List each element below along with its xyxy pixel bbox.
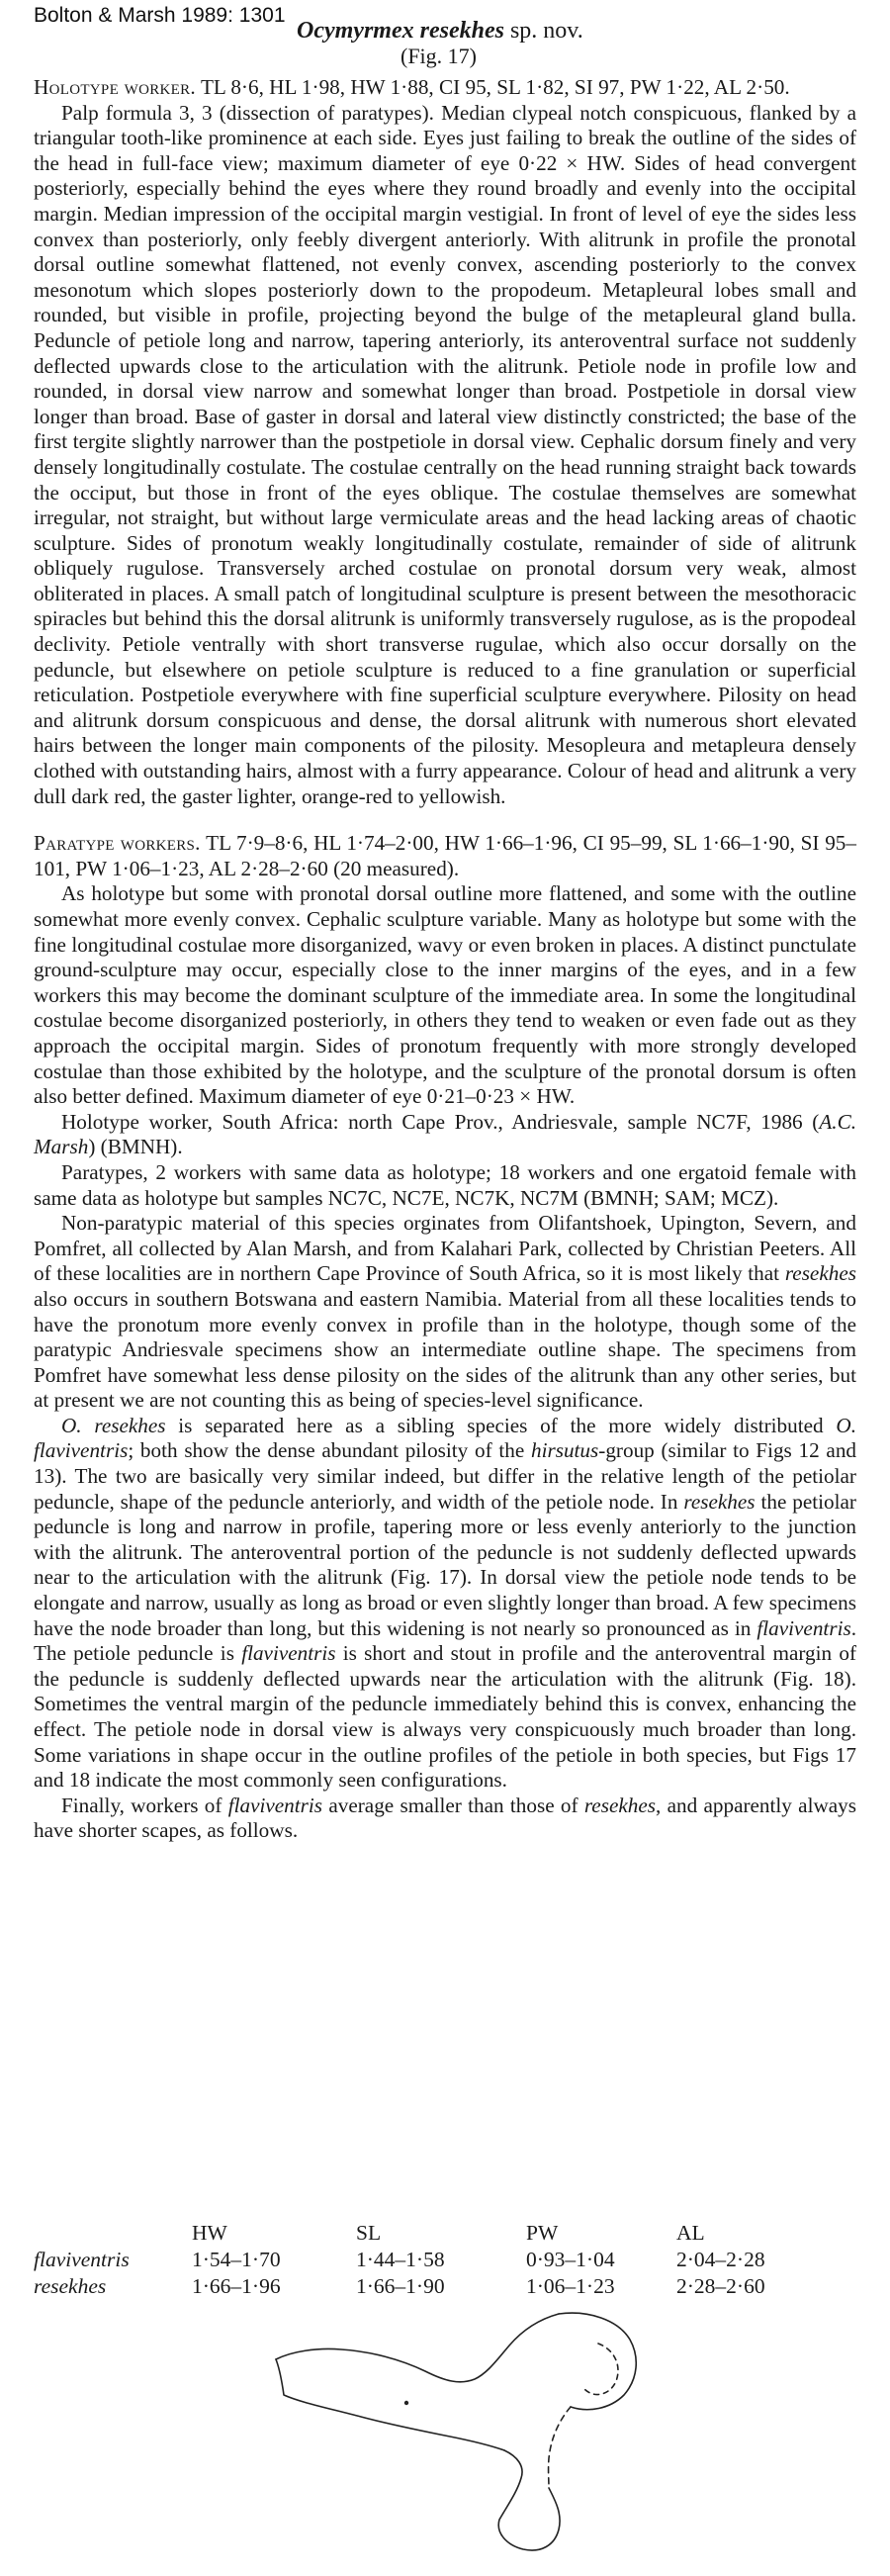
article-body [34,75,856,1844]
holotype-data: Holotype worker, South Africa: north Cape Prov., Andriesvale, sample NC7F, 1986 (A.C. Marsh) (BMNH). [34,1109,856,1159]
articulation-dashed [549,2407,571,2488]
table-cell: 1·06–1·23 [526,2274,615,2298]
petiole-peduncle-outline [276,2314,559,2382]
measurement-table [34,2221,856,2301]
table-cell: 1·54–1·70 [192,2248,281,2271]
spiracle-dot [404,2401,408,2405]
holotype-measurements: TL 8·6, HL 1·98, HW 1·88, CI 95, SL 1·82, SI 97, PW 1·22, AL 2·50. [196,75,790,99]
table-cell: 1·66–1·90 [356,2274,445,2298]
figure-reference: (Fig. 17) [400,44,477,68]
spiracle-dashed [584,2344,618,2395]
holotype-heading: Holotype worker. [34,75,197,99]
species-name: Ocymyrmex resekhes [297,18,504,44]
table-cell: 2·04–2·28 [676,2248,765,2271]
collector-name: A.C. Marsh [34,1109,856,1159]
finally-paragraph: Finally, workers of flaviventris average smaller than those of resekhes, and apparently always have shorter scapes, as follows. [34,1793,857,1843]
petiole-node-outline [498,2450,560,2550]
table-header-cell: AL [676,2221,705,2245]
petiole-ventral-outline [276,2359,504,2450]
table-cell: 1·66–1·96 [192,2274,281,2298]
table-cell: 2·28–2·60 [676,2274,765,2298]
holotype-description: Palp formula 3, 3 (dissection of paratypes). Median clypeal notch conspicuous, flanked by a triangular tooth-like prominence at each side. Eyes just failing to break the outline of the sides of the head in full-face view; maximum diameter of eye 0·22 × HW. Sides of head convergent posteriorly, especially behind the eyes where they round broadly and evenly into the occipital margin. Median impression of the occipital margin vestigial. In front of level of eye the sides less convex than posteriorly, only feebly divergent anteriorly. With alitrunk in profile the pronotal dorsal outline somewhat flattened, not evenly convex, ascending posteriorly to the convex mesonotum which slopes posteriorly down to the propodeum. Metapleural lobes small and rounded, but visible in profile, projecting beyond the bulge of the metapleural gland bulla. Peduncle of petiole long and narrow, tapering anteriorly, its anteroventral surface not suddenly deflected upwards close to the articulation with the alitrunk. Petiole node in profile low and rounded, in dorsal view narrow and somewhat longer than broad. Postpetiole in dorsal view longer than broad. Base of gaster in dorsal and lateral view distinctly constricted; the base of the first tergite slightly narrower than the postpetiole in dorsal view. Cephalic dorsum finely and very densely longitudinally costulate. The costulae centrally on the head running straight back towards the occiput, but those in front of the eyes oblique. The costulae themselves are somewhat irregular, not straight, but without large vermiculate areas and the head lacking areas of chaotic sculpture. Sides of pronotum weakly longitudinally costulate, remainder of side of alitrunk obliquely rugulose. Transversely arched costulae on pronotal dorsum very weak, almost obliterated in places. A small patch of longitudinal sculpture is present between the mesothoracic spiracles but behind this the dorsal alitrunk is uniformly transversely rugulose, as is the propodeal declivity. Petiole ventrally with short transverse rugulae, which also occur dorsally on the peduncle, but elsewhere on petiole sculpture is reduced to a fine granulation or superficial reticulation. Postpetiole everywhere with fine superficial sculpture everywhere. Pilosity on head and alitrunk dorsum conspicuous and dense, the dorsal alitrunk with numerous short elevated hairs between the longer main components of the pilosity. Mesopleura and metapleura densely clothed with outstanding hairs, almost with a furry appearance. Colour of head and alitrunk a very dull dark red, the gaster lighter, orange-red to yellowish. [34,100,856,808]
nonparatypic-material: Non-paratypic material of this species orginates from Olifantshoek, Upington, Severn, and Pomfret, all collected by Alan Marsh, and from Kalahari Park, collected by Christian Peeters. All of these localities are in northern Cape Province of South Africa, so it is most likely that resekhes also occurs in southern Botswana and eastern Namibia. Material from all these localities tends to have the pronotum more evenly convex in profile than in the holotype, though some of the paratypic Andriesvale specimens show an intermediate outline shape. The specimens from Pomfret have somewhat less dense pilosity on the sides of the alitrunk than any other series, but at present we are not counting this as being of species-level significance. [34,1211,856,1413]
paratype-paragraph [34,831,856,881]
species-title [297,18,583,45]
table-header-cell: HW [192,2221,227,2245]
paratype-description: As holotype but some with pronotal dorsal outline more flattened, and some with the outline somewhat more evenly convex. Cephalic sculpture variable. Many as holotype but some with the fine longitudinal costulae more disorganized, wavy or even broken in places. A distinct punctulate ground-sculpture may occur, especially close to the inner margins of the eyes, and in a few workers this may become the dominant sculpture of the immediate area. In some the longitudinal costulae become disorganized posteriorly, in others they tend to weaken or even fade out as they approach the occipital margin. Sides of pronotum frequently with more strongly developed costulae than those exhibited by the holotype, and the sculpture of the pronotal dorsum is often also better defined. Maximum diameter of eye 0·21–0·23 × HW. [34,881,856,1109]
petiole-outline-figure [262,2300,677,2567]
species-suffix: sp. nov. [503,18,583,44]
table-header-cell: PW [526,2221,559,2245]
citation-label: Bolton & Marsh 1989: 1301 [34,4,286,27]
paratype-measurements: TL 7·9–8·6, HL 1·74–2·00, HW 1·66–1·96, CI 95–99, SL 1·66–1·90, SI 95–101, PW 1·06–1·23, AL 2·28–2·60 (20 measured). [34,831,856,880]
table-cell: 0·93–1·04 [526,2248,615,2271]
table-header-row [34,2221,856,2248]
table-row [34,2248,856,2274]
table-row [34,2274,856,2301]
table-header-cell: SL [356,2221,382,2245]
holotype-paragraph [34,75,856,101]
paratype-heading: Paratype workers. [34,831,201,856]
table-cell: resekhes [34,2274,107,2298]
comparison-paragraph: O. resekhes is separated here as a sibling species of the more widely distributed O. flaviventris; both show the dense abundant pilosity of the hirsutus-group (similar to Figs 12 and 13). The two are basically very similar indeed, but differ in the relative length of the petiolar peduncle, shape of the peduncle anteriorly, and width of the petiole node. In resekhes the petiolar peduncle is long and narrow in profile, tapering more or less evenly anteriorly to the junction with the alitrunk. The anteroventral portion of the peduncle is not suddenly deflected upwards near to the articulation with the alitrunk (Fig. 17). In dorsal view the petiole node tends to be elongate and narrow, usually as long as broad or even slightly longer than broad. A few specimens have the node broader than long, but this widening is not nearly so pronounced as in flaviventris. The petiole peduncle is flaviventris is short and stout in profile and the anteroventral margin of the peduncle is suddenly deflected upwards near the articulation with the alitrunk (Fig. 18). Sometimes the ventral margin of the peduncle immediately behind this is convex, enhancing the effect. The petiole node in dorsal view is always very conspicuously much broader than long. Some variations in shape occur in the outline profiles of the petiole in both species, but Figs 17 and 18 indicate the most commonly seen configurations. [34,1413,857,1793]
paratypes-data: Paratypes, 2 workers with same data as holotype; 18 workers and one ergatoid female with same data as holotype but samples NC7C, NC7E, NC7K, NC7M (BMNH; SAM; MCZ). [34,1159,856,1210]
table-cell: flaviventris [34,2248,130,2271]
table-cell: 1·44–1·58 [356,2248,445,2271]
